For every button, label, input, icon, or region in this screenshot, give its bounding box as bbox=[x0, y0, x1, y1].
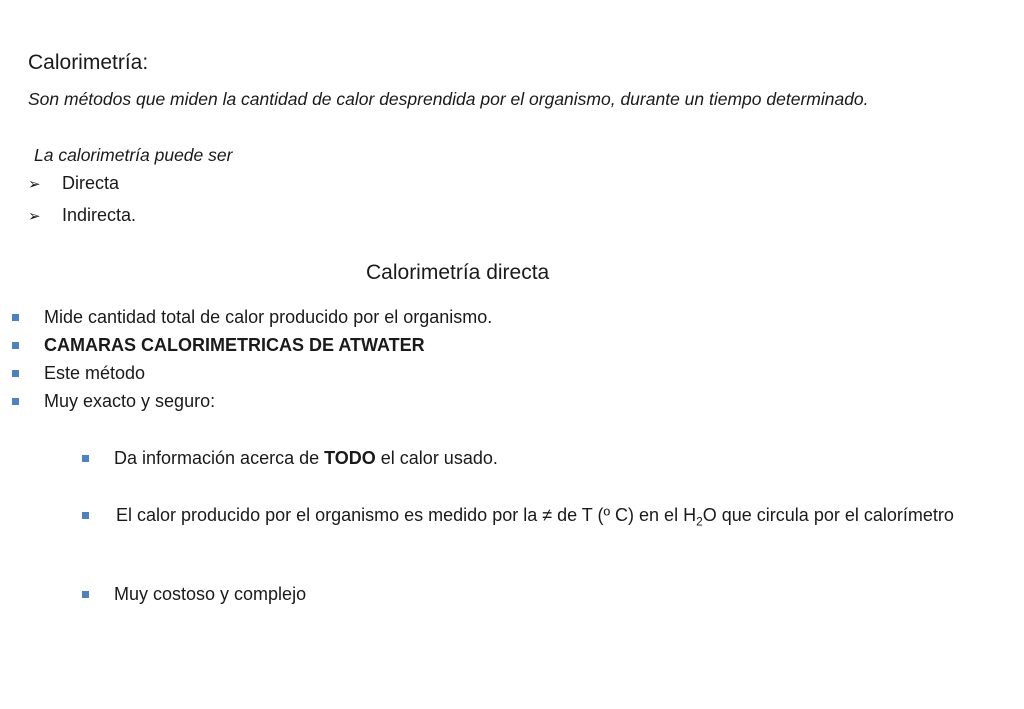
square-bullet-icon bbox=[12, 370, 19, 377]
square-bullet-icon bbox=[82, 512, 89, 519]
list-item-directa bbox=[28, 173, 119, 194]
list-item-text: CAMARAS CALORIMETRICAS DE ATWATER bbox=[44, 335, 425, 355]
list-item bbox=[12, 307, 492, 328]
sub-list-item bbox=[82, 448, 498, 469]
definition-text: Son métodos que miden la cantidad de calor desprendida por el organismo, durante un tiempo determinado. bbox=[28, 89, 869, 109]
list-item bbox=[12, 363, 145, 384]
sub-list-item bbox=[82, 505, 972, 533]
list-item-text: Muy exacto y seguro: bbox=[44, 391, 216, 411]
square-bullet-icon bbox=[82, 591, 89, 598]
list-item-text: Este método bbox=[44, 363, 146, 383]
square-bullet-icon bbox=[12, 342, 19, 349]
slide-title: Calorimetría: bbox=[28, 51, 149, 74]
intro-text: La calorimetría puede ser bbox=[34, 145, 233, 165]
list-item-label: Directa bbox=[62, 173, 120, 193]
arrow-bullet-icon: ➢ bbox=[28, 175, 41, 193]
sub-list-item-text: Muy costoso y complejo bbox=[114, 584, 307, 604]
list-item bbox=[12, 335, 425, 356]
list-item-text: Mide cantidad total de calor producido por el organismo. bbox=[44, 307, 493, 327]
sub-list-item-text: Da información acerca de TODO el calor usado. bbox=[114, 448, 498, 468]
sub-list-item-text: El calor producido por el organismo es medido por la ≠ de T (º C) en el $H_2O$ que circula por el calorímetro bbox=[116, 505, 954, 529]
list-item-label: Indirecta. bbox=[62, 205, 137, 225]
sub-list-item bbox=[82, 584, 306, 605]
square-bullet-icon bbox=[12, 398, 19, 405]
list-item-indirecta bbox=[28, 205, 136, 226]
list-item bbox=[12, 391, 215, 412]
arrow-bullet-icon: ➢ bbox=[28, 207, 41, 225]
section-title: Calorimetría directa bbox=[366, 261, 550, 284]
square-bullet-icon bbox=[12, 314, 19, 321]
square-bullet-icon bbox=[82, 455, 89, 462]
